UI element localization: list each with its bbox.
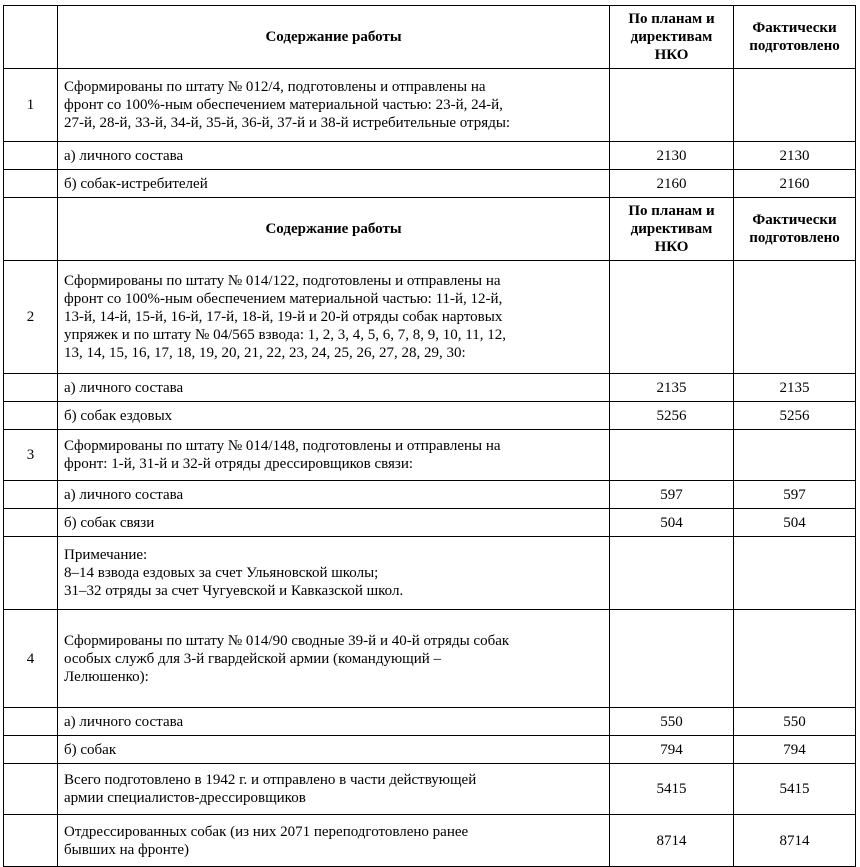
row-number (4, 509, 58, 537)
header-plan-line: НКО (654, 47, 689, 63)
header-fact-line: подготовлено (749, 38, 840, 54)
table-row (4, 261, 856, 374)
note-line: 8–14 взвода ездовых за счет Ульяновской школы; (64, 565, 379, 581)
row-number (4, 402, 58, 430)
header-num-cell (4, 198, 58, 261)
header-fact (734, 198, 856, 261)
description-line: Сформированы по штату № 014/122, подготовлены и отправлены на (64, 273, 501, 289)
row-number (4, 537, 58, 610)
header-fact-line: Фактически (752, 212, 837, 228)
header-plan-line: директивам (630, 221, 713, 237)
plan-value: 2130 (610, 142, 734, 170)
table-row (4, 537, 856, 610)
header-plan-line: По планам и (628, 11, 715, 27)
training-table (3, 5, 856, 867)
table-row (4, 69, 856, 142)
total-description (58, 815, 610, 867)
table-row (4, 430, 856, 481)
row-number (4, 374, 58, 402)
row-number (4, 481, 58, 509)
table-row (4, 374, 856, 402)
header-plan (610, 198, 734, 261)
total-description (58, 764, 610, 815)
description-line: 13, 14, 15, 16, 17, 18, 19, 20, 21, 22, 23, 24, 25, 26, 27, 28, 29, 30: (64, 345, 466, 361)
fact-cell (734, 261, 856, 374)
description-line: Сформированы по штату № 014/90 сводные 39-й и 40-й отряды собак (64, 632, 510, 649)
plan-cell (610, 537, 734, 610)
row-label: а) личного состава (58, 708, 610, 736)
fact-value: 597 (734, 481, 856, 509)
header-plan-line: директивам (630, 29, 713, 45)
row-label: а) личного состава (58, 374, 610, 402)
row-description (58, 69, 610, 142)
header-plan-line: По планам и (628, 203, 715, 219)
row-label: а) личного состава (58, 481, 610, 509)
plan-value: 794 (610, 736, 734, 764)
fact-value: 2160 (734, 170, 856, 198)
row-description (58, 610, 610, 708)
description-line: 13-й, 14-й, 15-й, 16-й, 17-й, 18-й, 19-й и 20-й отряды собак нартовых (64, 309, 503, 325)
header-fact (734, 6, 856, 69)
fact-value: 2135 (734, 374, 856, 402)
description-line: бывших на фронте) (64, 841, 190, 858)
fact-cell (734, 430, 856, 481)
table-row (4, 481, 856, 509)
fact-cell (734, 610, 856, 708)
plan-cell (610, 261, 734, 374)
row-label: б) собак ездовых (58, 402, 610, 430)
description-line: Сформированы по штату № 012/4, подготовлены и отправлены на (64, 79, 486, 95)
description-line: упряжек и по штату № 04/565 взвода: 1, 2, 3, 4, 5, 6, 7, 8, 9, 10, 11, 12, (64, 327, 506, 343)
header-content: Содержание работы (58, 198, 610, 261)
description-line: фронт со 100%-ным обеспечением материальной частью: 11-й, 12-й, (64, 291, 503, 307)
fact-cell (734, 537, 856, 610)
table-row (4, 708, 856, 736)
header-plan (610, 6, 734, 69)
row-number: 2 (4, 261, 58, 374)
fact-value: 2130 (734, 142, 856, 170)
row-label: б) собак связи (58, 509, 610, 537)
fact-value: 550 (734, 708, 856, 736)
row-label: б) собак (58, 736, 610, 764)
row-number (4, 142, 58, 170)
plan-value: 8714 (610, 815, 734, 867)
description-line: Лелюшенко): (64, 668, 149, 685)
description-line: фронт со 100%-ным обеспечением материальной частью: 23-й, 24-й, (64, 97, 503, 113)
plan-value: 2135 (610, 374, 734, 402)
total-row (4, 815, 856, 867)
description-line: Сформированы по штату № 014/148, подготовлены и отправлены на (64, 438, 501, 454)
table-row (4, 610, 856, 708)
row-number: 3 (4, 430, 58, 481)
plan-value: 597 (610, 481, 734, 509)
fact-cell (734, 69, 856, 142)
table-row (4, 142, 856, 170)
fact-value: 5256 (734, 402, 856, 430)
row-number (4, 736, 58, 764)
plan-value: 550 (610, 708, 734, 736)
header-plan-line: НКО (654, 239, 689, 255)
header-fact-line: подготовлено (749, 230, 840, 246)
plan-value: 2160 (610, 170, 734, 198)
fact-value: 8714 (734, 815, 856, 867)
plan-cell (610, 69, 734, 142)
row-number (4, 708, 58, 736)
plan-value: 504 (610, 509, 734, 537)
header-fact-line: Фактически (752, 20, 837, 36)
fact-value: 5415 (734, 764, 856, 815)
description-line: армии специалистов-дрессировщиков (64, 790, 306, 806)
note-text (58, 537, 610, 610)
row-number: 4 (4, 610, 58, 708)
header-row (4, 6, 856, 69)
description-line: Всего подготовлено в 1942 г. и отправлено в части действующей (64, 772, 477, 788)
row-label: б) собак-истребителей (58, 170, 610, 198)
table-row (4, 402, 856, 430)
fact-value: 504 (734, 509, 856, 537)
header-content: Содержание работы (58, 6, 610, 69)
description-line: 27-й, 28-й, 33-й, 34-й, 35-й, 36-й, 37-й и 38-й истребительные отряды: (64, 115, 511, 131)
row-label: а) личного состава (58, 142, 610, 170)
table-row (4, 509, 856, 537)
table-row (4, 736, 856, 764)
row-number: 1 (4, 69, 58, 142)
description-line: фронт: 1-й, 31-й и 32-й отряды дрессировщиков связи: (64, 456, 414, 472)
plan-value: 5415 (610, 764, 734, 815)
header-row (4, 198, 856, 261)
note-line: 31–32 отряды за счет Чугуевской и Кавказской школ. (64, 583, 404, 599)
row-description (58, 430, 610, 481)
plan-cell (610, 430, 734, 481)
fact-value: 794 (734, 736, 856, 764)
row-description (58, 261, 610, 374)
total-row (4, 764, 856, 815)
table-row (4, 170, 856, 198)
row-number (4, 170, 58, 198)
header-num-cell (4, 6, 58, 69)
plan-cell (610, 610, 734, 708)
description-line: особых служб для 3-й гвардейской армии (командующий – (64, 650, 442, 667)
row-number (4, 815, 58, 867)
row-number (4, 764, 58, 815)
description-line: Отдрессированных собак (из них 2071 переподготовлено ранее (64, 823, 469, 840)
note-line: Примечание: (64, 547, 148, 563)
plan-value: 5256 (610, 402, 734, 430)
